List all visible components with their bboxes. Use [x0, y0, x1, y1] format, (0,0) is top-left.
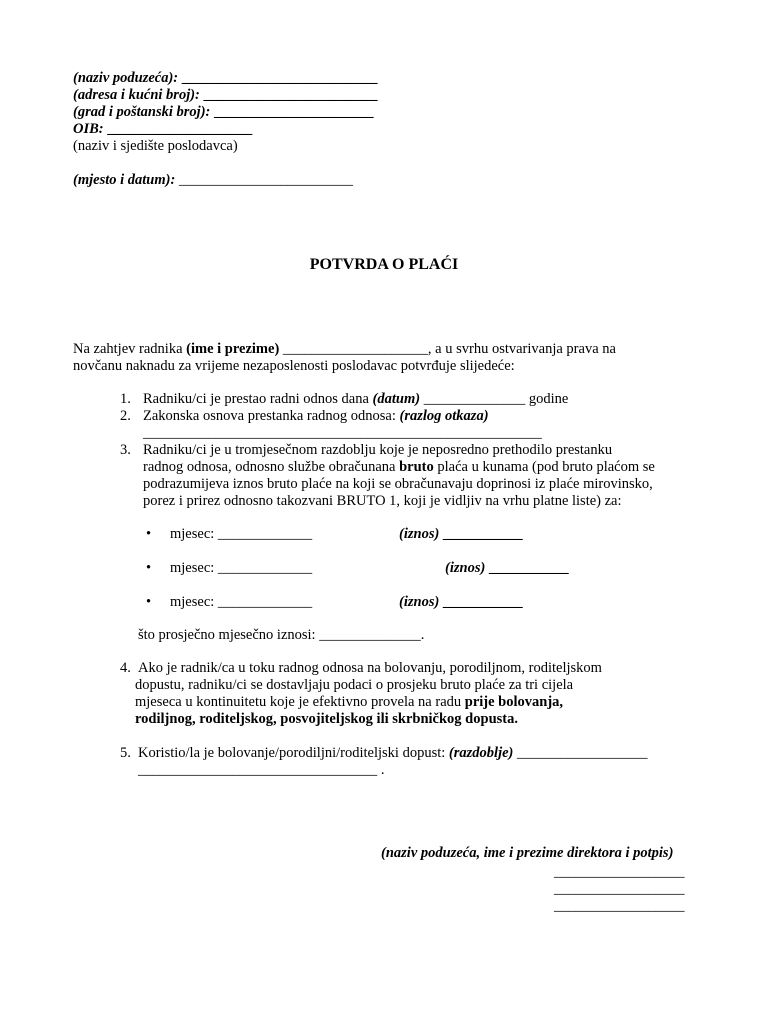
period-label: (razdoblje) [448, 745, 514, 761]
address-field [73, 87, 378, 104]
item-2-text: Zakonska osnova prestanka radnog odnosa: [143, 408, 400, 424]
average-field[interactable]: što prosječno mjesečno iznosi: ______________. [138, 627, 425, 643]
company-label: (naziv poduzeća): [73, 70, 179, 86]
item-5 [138, 745, 647, 762]
address-label: (adresa i kućni broj): [73, 87, 200, 103]
signature-line-1[interactable]: __________________ [554, 864, 685, 880]
month-2-field[interactable]: mjesec: _____________ [170, 560, 313, 576]
name-line[interactable]: ____________________ [279, 341, 428, 357]
city-label: (grad i poštanski broj): [73, 104, 211, 120]
amount-1-line[interactable]: ___________ [439, 526, 523, 542]
month-3-field[interactable]: mjesec: _____________ [170, 594, 313, 610]
amount-3-field [399, 594, 523, 611]
item-2 [143, 408, 489, 425]
item-3-line-3: podrazumijeva iznos bruto plaće na koji se obračunavaju doprinosi iz plaće mirovinsko, [143, 476, 653, 492]
item-4-line-3 [135, 694, 563, 711]
intro-text-2: , a u svrhu ostvarivanja prava na [427, 341, 616, 357]
item-4-line-3b: prije bolovanja, [464, 694, 564, 710]
bruto-word: bruto [399, 459, 434, 475]
item-3-line-2 [143, 459, 655, 476]
place-date-field [73, 172, 353, 189]
bullet-icon: • [146, 594, 152, 610]
city-field [73, 104, 374, 121]
item-4-number: 4. [120, 660, 131, 676]
intro-line-1 [73, 341, 616, 358]
company-line[interactable]: ___________________________ [181, 70, 378, 86]
item-3-line-2a: radnog odnosa, odnosno službe obračunana [143, 459, 400, 475]
oib-line[interactable]: ____________________ [107, 121, 253, 137]
item-1-number: 1. [120, 391, 131, 407]
item-3-number: 3. [120, 442, 131, 458]
amount-3-label: (iznos) [399, 594, 440, 610]
oib-field [73, 121, 252, 138]
address-line[interactable]: ________________________ [203, 87, 378, 103]
period-line[interactable]: __________________ [513, 745, 648, 761]
amount-2-line[interactable]: ___________ [485, 560, 569, 576]
item-4-line-4: rodiljnog, roditeljskog, posvojiteljskog ili skrbničkog dopusta. [135, 711, 518, 727]
page-title: POTVRDA O PLAĆI [309, 256, 459, 273]
item-3-line-1: Radniku/ci je u tromjesečnom razdoblju koje je neposredno prethodilo prestanku [143, 442, 613, 458]
name-label: (ime i prezime) [186, 341, 280, 357]
amount-3-line[interactable]: ___________ [439, 594, 523, 610]
item-2-number: 2. [120, 408, 131, 424]
signature-line-3[interactable]: __________________ [554, 898, 685, 914]
reason-label: (razlog otkaza) [399, 408, 489, 424]
place-date-label: (mjesto i datum): [73, 172, 176, 188]
intro-line-2: novčanu naknadu za vrijeme nezaposlenosti poslodavac potvrđuje slijedeće: [73, 358, 515, 374]
item-3-line-2c: plaća u kunama (pod bruto plaćom se [433, 459, 655, 475]
item-4-line-2: dopustu, radniku/ci se dostavljaju podaci o prosjeku bruto plaće za tri cijela [135, 677, 574, 693]
oib-label: OIB: [73, 121, 104, 137]
bullet-icon: • [146, 560, 152, 576]
signature-label: (naziv poduzeća, ime i prezime direktora i potpis) [381, 845, 674, 861]
amount-1-field [399, 526, 523, 543]
item-1-end: godine [525, 391, 569, 407]
amount-2-label: (iznos) [445, 560, 486, 576]
place-date-line[interactable]: ________________________ [178, 172, 353, 188]
bullet-icon: • [146, 526, 152, 542]
item-1 [143, 391, 568, 408]
date-line[interactable]: ______________ [420, 391, 526, 407]
employer-note: (naziv i sjedište poslodavca) [73, 138, 238, 154]
amount-1-label: (iznos) [399, 526, 440, 542]
amount-2-field [445, 560, 569, 577]
item-4-line-3a: mjeseca u kontinuitetu koje je efektivno provela na radu [135, 694, 465, 710]
month-1-field[interactable]: mjesec: _____________ [170, 526, 313, 542]
date-label: (datum) [372, 391, 421, 407]
item-5-text: Koristio/la je bolovanje/porodiljni/roditeljski dopust: [138, 745, 449, 761]
item-3-line-4: porez i prirez odnosno takozvani BRUTO 1, koji je vidljiv na vrhu platne liste) za: [143, 493, 622, 509]
reason-line[interactable]: _______________________________________________________ [143, 425, 542, 441]
item-4-line-1: Ako je radnik/ca u toku radnog odnosa na bolovanju, porodiljnom, roditeljskom [138, 660, 602, 676]
signature-line-2[interactable]: __________________ [554, 881, 685, 897]
city-line[interactable]: ______________________ [214, 104, 374, 120]
item-1-text: Radniku/ci je prestao radni odnos dana [143, 391, 373, 407]
intro-text-1: Na zahtjev radnika [73, 341, 187, 357]
company-field [73, 70, 378, 87]
item-5-number: 5. [120, 745, 131, 761]
period-line-2[interactable]: _________________________________ . [138, 762, 385, 778]
